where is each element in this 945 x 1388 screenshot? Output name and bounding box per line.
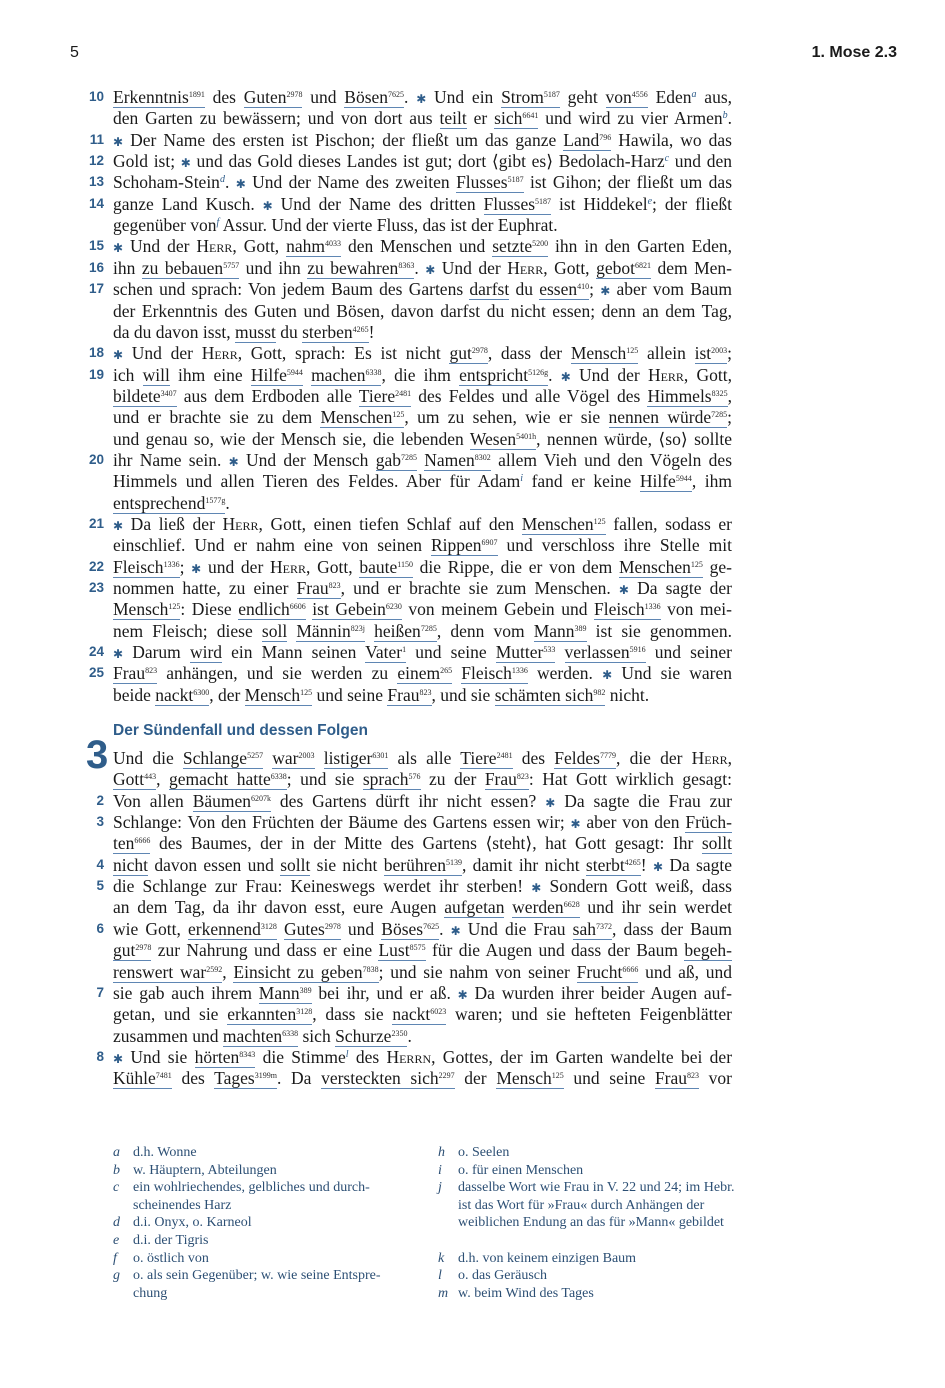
footnote-text: d.h. von keinem einzigen Baum (458, 1250, 637, 1266)
verse-number: 18 (88, 345, 104, 361)
footnote-letter: a (113, 1145, 120, 1160)
text-line: Schoham-Stein$^d$. ✱ Und der Name des zweiten Flusses$^{5187}$ ist Gihon; der fließt um das (113, 172, 733, 193)
footnote-text: w. beim Wind des Tages (458, 1285, 594, 1301)
text-line: ✱ Und der Herr, Gott, nahm$^{4033}$ den Menschen und setzte$^{5200}$ ihn in den Garten Eden, (113, 236, 733, 257)
footnote-text: d.h. Wonne (133, 1145, 197, 1160)
footnote-letter: d (113, 1215, 120, 1231)
verse-number: 19 (88, 366, 104, 382)
verse-number: 13 (88, 174, 104, 190)
text-line: ✱ Da ließ der Herr, Gott, einen tiefen Schlaf auf den Menschen$^{125}$ fallen, sodass er (113, 514, 732, 534)
verse-number: 25 (88, 665, 104, 681)
text-line: ihn zu bebauen$^{5757}$ und ihn zu bewahren$^{8363}$. ✱ Und der Herr, Gott, gebot$^{6821}$ dem Men- (113, 257, 732, 278)
footnote-text: d.i. der Tigris (133, 1233, 209, 1248)
text-line: Fleisch$^{1336}$; ✱ und der Herr, Gott, baute$^{1150}$ die Rippe, die er von dem Menschen$^{125}$ ge- (113, 556, 732, 577)
verse-number: 2 (96, 792, 104, 808)
text-line: gut$^{2978}$ zur Nahrung und dass er eine Lust$^{8575}$ für die Augen und dass der Baum begeh- (113, 940, 732, 961)
text-line: renswert war$^{2592}$, Einsicht zu geben$^{7838}$; und sie nahm von seiner Frucht$^{6666}$ und aß, und (113, 961, 733, 982)
footnote-text: d.i. Onyx, o. Karneol (133, 1215, 252, 1231)
text-line: beide nackt$^{6300}$, der Mensch$^{125}$ und seine Frau$^{823}$, und sie schämten sich$^{982}$ nicht. (113, 684, 650, 705)
text-line: Kühle$^{7481}$ des Tages$^{3199m}$. Da versteckten sich$^{2297}$ der Mensch$^{125}$ und seine Frau$^{823}$ vor (113, 1068, 733, 1089)
verse-number: 5 (96, 878, 104, 894)
footnote-text: o. Seelen (458, 1145, 510, 1160)
text-line: zusammen und machten$^{6338}$ sich Schurze$^{2350}$. (113, 1025, 412, 1046)
text-line: Gott$^{443}$, gemacht hatte$^{6338}$; und sie sprach$^{576}$ zu der Frau$^{823}$: Hat Gott wirklich gesagt: (113, 769, 732, 790)
text-line: nicht davon essen und sollt sie nicht berühren$^{5139}$, damit ihr nicht sterbt$^{4265}$! ✱ Da sagte (113, 854, 732, 875)
text-line: einschlief. Und er nahm eine von seinen Rippen$^{6907}$ und verschloss ihre Stelle mit (113, 535, 732, 556)
verse-number: 20 (88, 451, 104, 467)
text-line: Gold ist; ✱ und das Gold dieses Landes ist gut; dort ⟨gibt es⟩ Bedolach-Harz$^c$ und den (113, 151, 732, 172)
footnote-text: o. östlich von (133, 1250, 209, 1266)
footnote-letter: i (438, 1162, 442, 1178)
chapter-number: 3 (86, 733, 109, 777)
text-line: Schlange: Von den Früchten der Bäume des Gartens essen wir; ✱ aber von den Früch- (113, 812, 732, 833)
verse-number: 15 (88, 238, 104, 254)
text-line: Erkenntnis$^{1891}$ des Guten$^{2978}$ und Bösen$^{7625}$. ✱ Und ein Strom$^{5187}$ geht von$^{4556}$ Eden$^a$ aus, (113, 87, 733, 107)
text-line: Von allen Bäumen$^{6207k}$ des Gartens dürft ihr nicht essen? ✱ Da sagte die Frau zur (113, 790, 732, 811)
page-number: 5 (70, 44, 79, 61)
footnote-text: dasselbe Wort wie Frau in V. 22 und 24; im Hebr. ist das Wort für »Frau« durch Anhängen der weiblichen Endung an das für »Mann« gebildet (458, 1180, 735, 1231)
footnote-letter: h (438, 1145, 445, 1160)
verse-number: 22 (88, 558, 104, 574)
text-line: an dem Tag, da ihr davon esst, eure Augen aufgetan werden$^{6628}$ und ihr sein werdet (113, 897, 733, 918)
footnote-letter: f (113, 1250, 117, 1266)
footnote-text: ein wohlriechendes, gelbliches und durch-scheinendes Harz (133, 1180, 370, 1213)
text-line: ten$^{6666}$ des Baumes, der in der Mitte des Gartens ⟨steht⟩, hat Gott gesagt: Ihr sollt (113, 833, 732, 854)
footnote-letter: l (438, 1268, 442, 1284)
text-line: ✱ Der Name des ersten ist Pischon; der fließt um das ganze Land$^{796}$ Hawila, wo das (113, 129, 732, 150)
footnote-text: o. das Geräusch (458, 1268, 548, 1284)
verse-number: 8 (96, 1048, 104, 1064)
text-line: Mensch$^{125}$: Diese endlich$^{6606}$ ist Gebein$^{6230}$ von meinem Gebein und Fleisch$^{1336}$ von mei- (113, 599, 733, 620)
footnote-letter: e (113, 1233, 120, 1248)
text-line: da du davon isst, musst du sterben$^{4265}$! (113, 321, 375, 342)
footnote-letter: j (438, 1180, 442, 1196)
footnote-letter: m (438, 1285, 449, 1301)
text-line: bildete$^{3407}$ aus dem Erdboden alle Tiere$^{2481}$ des Feldes und alle Vögel des Himmels$^{8325}$, (113, 385, 732, 406)
text-line: den Garten zu bewässern; und von dort aus teilt er sich$^{6641}$ und wird zu vier Armen$^b$. (113, 108, 732, 129)
text-line: und genau so, wie der Mensch sie, die lebenden Wesen$^{5401h}$, nennen würde, ⟨so⟩ sollte (113, 428, 732, 449)
text-line: getan, und sie erkannten$^{3128}$, dass sie nackt$^{6023}$ waren; und sie hefteten Feigenblätter (113, 1004, 733, 1025)
verse-number: 7 (96, 984, 104, 1000)
verse-number: 24 (88, 644, 104, 660)
text-line: Frau$^{823}$ anhängen, und sie werden zu einem$^{265}$ Fleisch$^{1336}$ werden. ✱ Und sie waren (113, 663, 733, 684)
text-line: ✱ Und der Herr, Gott, sprach: Es ist nicht gut$^{2978}$, dass der Mensch$^{125}$ allein ist$^{2003}$; (113, 343, 733, 364)
text-line: gegenüber von$^f$ Assur. Und der vierte Fluss, das ist der Euphrat. (113, 215, 558, 236)
running-head: 1. Mose 2.3 (811, 44, 897, 61)
text-line: ihr Name sein. ✱ Und der Mensch gab$^{7285}$ Namen$^{8302}$ allem Vieh und den Vögeln des (113, 449, 733, 470)
text-line: wie Gott, erkennend$^{3128}$ Gutes$^{2978}$ und Böses$^{7625}$. ✱ Und die Frau sah$^{7372}$, dass der Baum (113, 918, 732, 939)
text-line: schen und sprach: Von jedem Baum des Gartens darfst du essen$^{410}$; ✱ aber vom Baum (113, 279, 733, 300)
text-line: Und die Schlange$^{5257}$ war$^{2003}$ listiger$^{6301}$ als alle Tiere$^{2481}$ des Feldes$^{7779}$, die der Herr, (113, 748, 733, 768)
footnote-text: o. für einen Menschen (458, 1162, 584, 1178)
footnote-letter: k (438, 1250, 445, 1266)
footnote-letter: b (113, 1162, 120, 1178)
footnote-letter: g (113, 1268, 120, 1284)
verse-number: 14 (88, 195, 104, 211)
text-line: der Erkenntnis des Guten und Bösen, davon darfst du nicht essen; denn an dem Tag, (113, 300, 732, 321)
verse-number: 3 (96, 814, 104, 830)
text-line: ✱ Darum wird ein Mann seinen Vater$^1$ und seine Mutter$^{533}$ verlassen$^{5916}$ und seiner (113, 642, 732, 663)
verse-number: 17 (88, 281, 104, 297)
section-heading: Der Sündenfall und dessen Folgen (113, 722, 368, 739)
footnote-text: o. als sein Gegenüber; w. wie seine Entspre-chung (133, 1268, 381, 1301)
text-line: sie gab auch ihrem Mann$^{389}$ bei ihr, und er aß. ✱ Da wurden ihrer beider Augen auf- (113, 982, 732, 1003)
verse-number: 12 (88, 153, 104, 169)
verse-number: 23 (88, 580, 104, 596)
text-line: die Schlange zur Frau: Keineswegs werdet ihr sterben! ✱ Sondern Gott weiß, dass (113, 876, 732, 897)
text-line: ganze Land Kusch. ✱ Und der Name des dritten Flusses$^{5187}$ ist Hiddekel$^e$; der fließt (113, 193, 733, 214)
footnote-text: w. Häuptern, Abteilungen (133, 1162, 277, 1178)
text-line: ✱ Und sie hörten$^{8343}$ die Stimme$^l$ des Herrn, Gottes, der im Garten wandelte bei der (113, 1046, 733, 1067)
verse-number: 4 (96, 856, 104, 872)
verse-number: 11 (89, 131, 104, 147)
verse-number: 6 (96, 920, 104, 936)
text-line: nem Fleisch; diese soll Männin$^{823j}$ heißen$^{7285}$, denn vom Mann$^{389}$ ist sie genommen. (113, 620, 733, 641)
text-line: ich will ihm eine Hilfe$^{5944}$ machen$^{6338}$, die ihm entspricht$^{5126g}$. ✱ Und der Herr, Gott, (113, 364, 733, 385)
text-line: nommen hatte, zu einer Frau$^{823}$, und er brachte sie zum Menschen. ✱ Da sagte der (113, 578, 732, 599)
text-line: und er brachte sie zu dem Menschen$^{125}$, um zu sehen, wie er sie nennen würde$^{7285}$; (113, 407, 732, 428)
footnote-letter: c (113, 1180, 120, 1196)
text-line: Himmels und allen Tieren des Feldes. Aber für Adam$^i$ fand er keine Hilfe$^{5944}$, ihm (113, 471, 732, 492)
verse-number: 16 (88, 259, 104, 275)
verse-number: 10 (88, 89, 104, 104)
text-line: entsprechend$^{1577g}$. (113, 492, 230, 513)
verse-number: 21 (88, 516, 104, 531)
